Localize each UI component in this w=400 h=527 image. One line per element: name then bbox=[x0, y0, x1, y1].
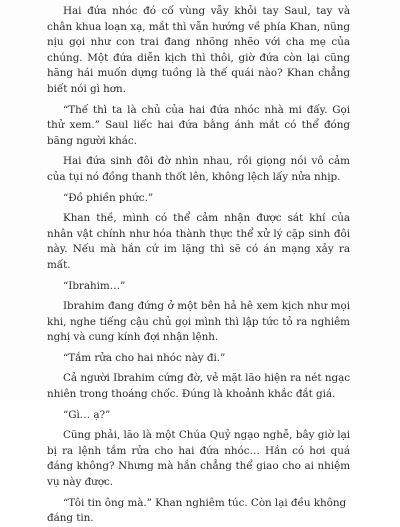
paragraph-6: “Ibrahim…” bbox=[63, 279, 126, 292]
paragraph-3: Hai đứa sinh đôi đờ nhìn nhau, rồi giọng nói vô cảm của tụi nó đồng thanh thốt lên, không lệch lấy nửa nhịp. bbox=[47, 155, 350, 183]
paragraph-2: “Thế thì ta là chủ của hai đứa nhóc nhà mi đấy. Gọi thử xem.” Saul liếc hai đứa bằng ánh mắt có thể đóng băng người khác. bbox=[47, 103, 350, 147]
paragraph-1: Hai đứa nhóc đó cố vùng vẫy khỏi tay Saul, tay và chân khua loạn xạ, mắt thì vẫn hướng về phía Khan, nũng nịu gọi như con trai đang nhõng nhẽo với cha mẹ của chúng. Một đứa diễn kịch thì thôi, giờ đứa còn lại cũng hăng hái muốn dựng tuồng là thế quái nào? Khan chẳng biết nói gì hơn. bbox=[47, 5, 350, 95]
paragraph-7: Ibrahim đang đứng ở một bên hả hê xem kịch như mọi khi, nghe tiếng cậu chủ gọi mình thì lập tức tỏ ra nghiêm nghị và cung kính đợi nhận lệnh. bbox=[47, 300, 350, 344]
paragraph-10: “Gì… ạ?” bbox=[63, 408, 111, 421]
paragraph-9: Cả người Ibrahim cứng đờ, vẻ mặt lão hiện ra nét ngạc nhiên trong thoáng chốc. Đúng là khoảnh khắc đắt giá. bbox=[47, 372, 350, 401]
paragraph-11: Cũng phải, lão là một Chúa Quỷ ngạo nghễ, bây giờ lại bị ra lệnh tắm rửa cho hai đứa nhóc… Hắn có hơi quá đáng không? Nhưng mà hắn chẳng thể giao cho ai nhiệm vụ này được. bbox=[47, 429, 350, 489]
paragraph-4: “Đồ phiền phức.” bbox=[63, 191, 154, 204]
paragraph-5: Khan thề, mình có thể cảm nhận được sát khí của nhân vật chính như hóa thành thực thể xử lý cặp sinh đôi này. Nếu mà hắn cứ im lặng thì sẽ có án mạng xảy ra mất. bbox=[47, 212, 350, 271]
paragraph-8: “Tắm rửa cho hai nhóc này đi.” bbox=[63, 351, 226, 364]
page-body bbox=[47, 4, 350, 527]
paragraph-12: “Tôi tin ông mà.” Khan nghiêm túc. Còn lại đều không đáng tin. bbox=[47, 496, 347, 525]
